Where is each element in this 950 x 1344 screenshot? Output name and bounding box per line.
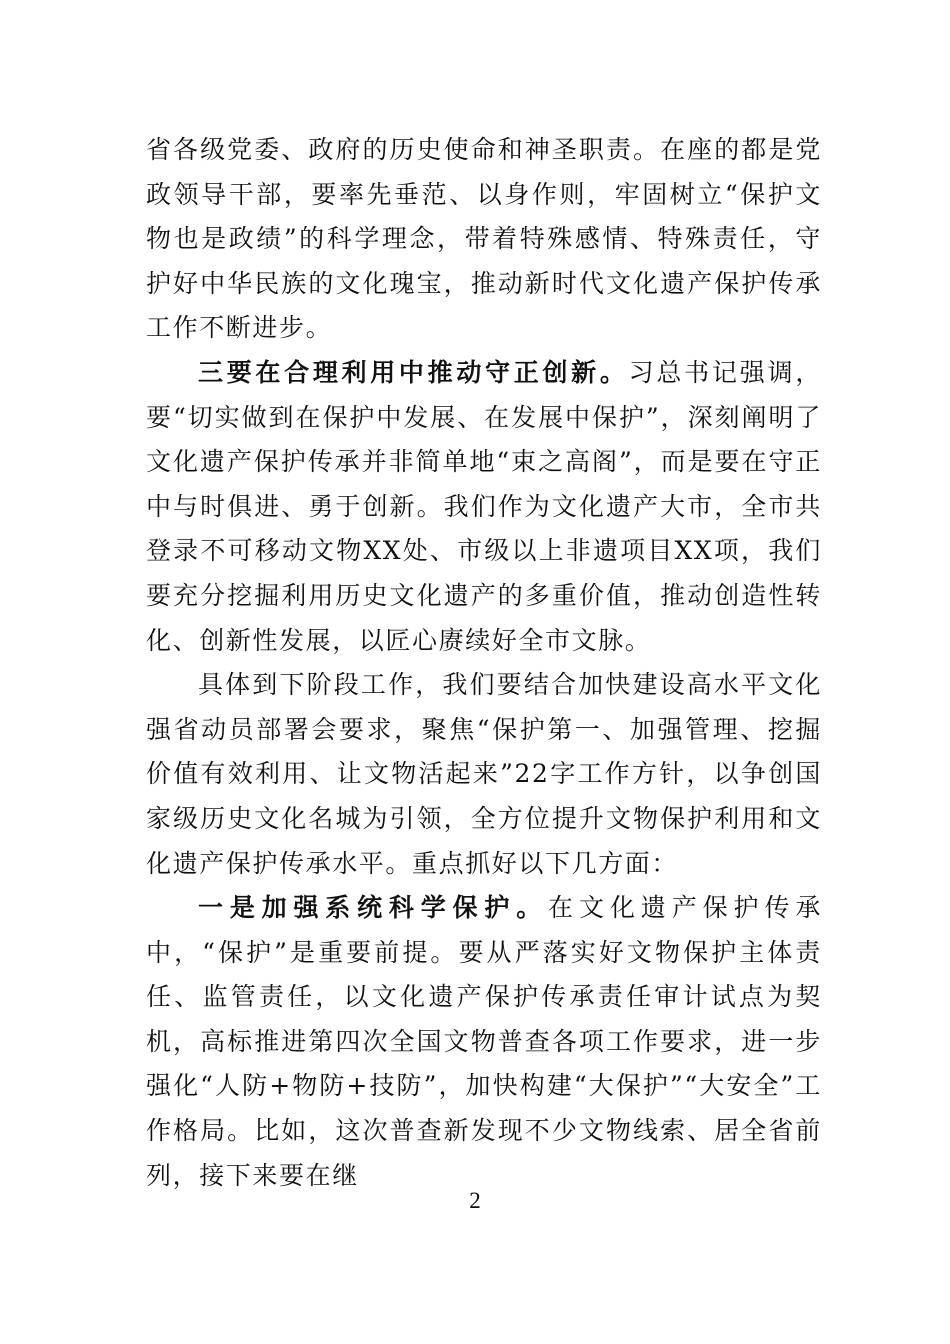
page-number: 2 bbox=[469, 1188, 481, 1213]
paragraph-text: 具体到下阶段工作，我们要结合加快建设高水平文化强省动员部署会要求，聚焦“保护第一、加强管理、挖掘价值有效利用、让文物活起来”22字工作方针，以争创国家级历史文化名城为引领，全方位提升文物保护利用和文化遗产保护传承水平。重点抓好以下几方面： bbox=[146, 670, 822, 878]
paragraph-lead-heading: 三要在合理利用中推动守正创新。 bbox=[198, 357, 629, 387]
paragraph-text: 省各级党委、政府的历史使命和神圣职责。在座的都是党政领导干部，要率先垂范、以身作则，牢固树立“保护文物也是政绩”的科学理念，带着特殊感情、特殊责任，守护好中华民族的文化瑰宝，推动新时代文化遗产保护传承工作不断进步。 bbox=[146, 135, 822, 343]
paragraph-next-stage-work bbox=[146, 663, 822, 886]
paragraph-continuation bbox=[146, 128, 822, 351]
paragraph-item-one bbox=[146, 886, 822, 1198]
paragraph-lead-heading: 一是加强系统科学保护。 bbox=[198, 893, 549, 923]
paragraph-point-three bbox=[146, 351, 822, 663]
paragraph-text: 在文化遗产保护传承中，“保护”是重要前提。要从严落实好文物保护主体责任、监管责任，以文化遗产保护传承责任审计试点为契机，高标推进第四次全国文物普查各项工作要求，进一步强化“人防+物防+技防”，加快构建“大保护”“大安全”工作格局。比如，这次普查新发现不少文物线索、居全省前列，接下来要在继 bbox=[146, 893, 822, 1190]
body-text bbox=[146, 128, 822, 1198]
paragraph-text: 习总书记强调，要“切实做到在保护中发展、在发展中保护”，深刻阐明了文化遗产保护传承并非简单地“束之高阁”，而是要在守正中与时俱进、勇于创新。我们作为文化遗产大市，全市共登录不可移动文物XX处、市级以上非遗项目XX项，我们要充分挖掘利用历史文化遗产的多重价值，推动创造性转化、创新性发展，以匠心赓续好全市文脉。 bbox=[146, 357, 822, 655]
